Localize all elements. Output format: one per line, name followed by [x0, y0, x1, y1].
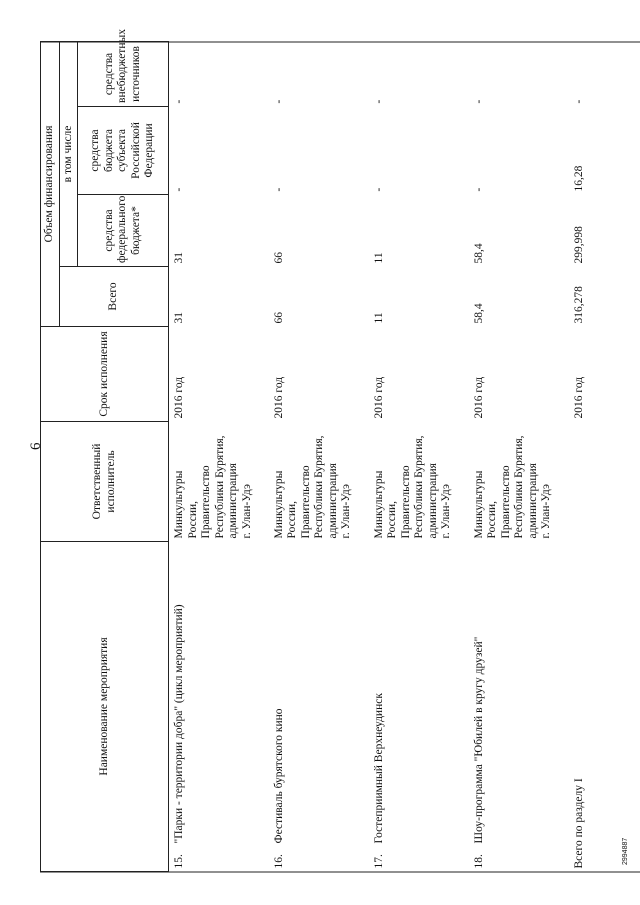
- responsible-line: администрация: [526, 463, 539, 539]
- row-regional: -: [472, 187, 485, 192]
- row-regional: -: [272, 187, 285, 192]
- responsible-line: г. Улан-Удэ: [240, 484, 253, 539]
- table-row: [169, 41, 269, 871]
- responsible-line: Минкультуры: [173, 470, 186, 539]
- row-federal: 11: [372, 252, 385, 264]
- responsible-line: Республики Бурятия,: [213, 435, 226, 539]
- header-regional: средства бюджета субъекта Российской Федерации: [78, 106, 169, 194]
- header-name: Наименование мероприятия: [41, 541, 169, 871]
- header-row-1: [41, 41, 60, 871]
- row-responsible: [469, 421, 569, 541]
- table-body: [169, 41, 599, 871]
- row-extrabudget: -: [173, 99, 186, 104]
- row-responsible: [269, 421, 369, 541]
- row-number: 18.: [472, 854, 485, 869]
- responsible-line: администрация: [326, 463, 339, 539]
- responsible-line: Республики Бурятия,: [513, 435, 526, 539]
- responsible-line: России,: [386, 500, 399, 539]
- row-number: 16.: [272, 854, 285, 869]
- row-deadline: 2016 год: [272, 376, 285, 419]
- responsible-line: г. Улан-Удэ: [340, 484, 353, 539]
- header-funding: Объем финансирования: [41, 41, 60, 326]
- responsible-line: г. Улан-Удэ: [540, 484, 553, 539]
- responsible-line: г. Улан-Удэ: [440, 484, 453, 539]
- responsible-line: Минкультуры: [472, 470, 485, 539]
- summary-total: 316,278: [572, 286, 585, 324]
- header-including: в том числе: [59, 41, 78, 266]
- row-deadline: 2016 год: [173, 376, 186, 419]
- row-regional: -: [173, 187, 186, 192]
- row-name: Гостеприимный Верхнеудинск: [372, 693, 385, 844]
- row-total: 11: [372, 312, 385, 324]
- row-total: 58,4: [472, 303, 485, 324]
- summary-row: [569, 41, 599, 871]
- row-federal: 66: [272, 251, 285, 264]
- summary-regional: 16,28: [572, 165, 585, 192]
- responsible-line: Республики Бурятия,: [313, 435, 326, 539]
- header-deadline: Срок исполнения: [41, 326, 169, 421]
- summary-responsible-empty: [569, 421, 599, 541]
- responsible-line: Правительство: [399, 465, 412, 539]
- summary-federal: 299,998: [572, 226, 585, 264]
- row-federal: 31: [173, 251, 186, 264]
- row-name: Шоу-программа "Юбилей в кругу друзей": [472, 636, 485, 844]
- responsible-line: Правительство: [499, 465, 512, 539]
- row-deadline: 2016 год: [372, 376, 385, 419]
- table-row: [369, 41, 469, 871]
- responsible-line: России,: [186, 500, 199, 539]
- row-total: 31: [173, 311, 186, 324]
- footer-code: 2994887: [622, 837, 629, 865]
- responsible-line: Минкультуры: [372, 470, 385, 539]
- table-row: [469, 41, 569, 871]
- responsible-line: администрация: [227, 463, 240, 539]
- header-responsible: Ответственный исполнитель: [41, 421, 169, 541]
- responsible-line: Правительство: [299, 465, 312, 539]
- summary-extrabudget: -: [572, 99, 585, 104]
- row-deadline: 2016 год: [472, 376, 485, 419]
- row-number: 17.: [372, 854, 385, 869]
- responsible-line: администрация: [426, 463, 439, 539]
- header-total: Всего: [59, 266, 169, 326]
- row-responsible: [369, 421, 469, 541]
- row-extrabudget: -: [372, 99, 385, 104]
- row-name: "Парки - территории добра" (цикл мероприятий): [173, 604, 186, 844]
- responsible-line: России,: [486, 500, 499, 539]
- row-total: 66: [272, 311, 285, 324]
- responsible-line: Республики Бурятия,: [413, 435, 426, 539]
- row-name: Фестиваль бурятского кино: [272, 708, 285, 844]
- row-responsible: [169, 421, 269, 541]
- summary-label: Всего по разделу I: [572, 778, 585, 869]
- responsible-line: Минкультуры: [272, 470, 285, 539]
- row-number: 15.: [173, 854, 186, 869]
- responsible-line: России,: [286, 500, 299, 539]
- row-federal: 58,4: [472, 243, 485, 264]
- header-federal: средства федерального бюджета*: [78, 194, 169, 266]
- row-extrabudget: -: [472, 99, 485, 104]
- funding-table: [40, 29, 599, 872]
- table-row: [269, 41, 369, 871]
- row-regional: -: [372, 187, 385, 192]
- summary-deadline: 2016 год: [572, 376, 585, 419]
- row-extrabudget: -: [272, 99, 285, 104]
- header-extrabudget: средства внебюджетных источников: [78, 41, 169, 106]
- responsible-line: Правительство: [200, 465, 213, 539]
- page-number: 6: [28, 442, 44, 450]
